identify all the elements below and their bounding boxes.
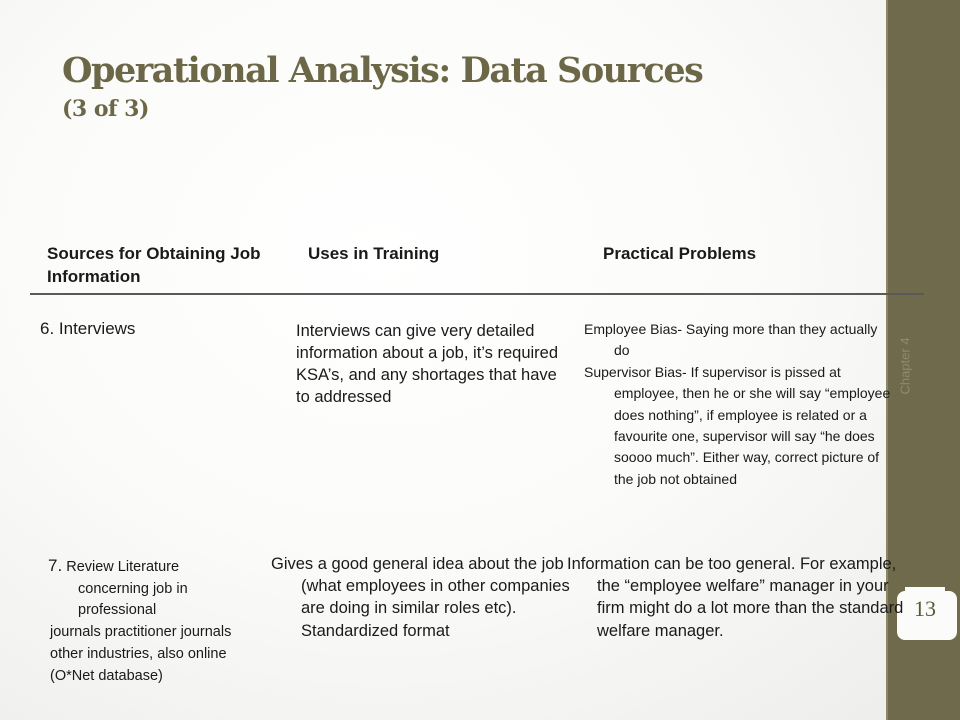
- row-6-problems: [584, 319, 892, 490]
- header-problems: Practical Problems: [603, 244, 757, 263]
- row-7-use: Gives a good general idea about the job (what employees in other companies are doing in similar roles etc). Standardized format: [271, 555, 570, 640]
- header-uses: Uses in Training: [308, 244, 440, 263]
- row-7-number: 7.: [48, 556, 63, 575]
- chapter-label: Chapter 4: [897, 337, 913, 395]
- row-6-source: 6. Interviews: [40, 319, 136, 338]
- row-7-source-lead-text: Review Literature concerning job in professional: [66, 559, 188, 619]
- slide-title: [62, 52, 702, 121]
- title-sub: (3 of 3): [62, 95, 149, 122]
- supervisor-bias-text: Supervisor Bias- If supervisor is pissed at employee, then he or she will say “employee does nothing”, if employee is related or a favourite one, supervisor will say “he does soooo much”. Either way, correct picture of the job not obtained: [584, 363, 891, 487]
- row-7-problems: Information can be too general. For example, the “employee welfare” manager in your firm might do a lot more than the standard welfare manager.: [567, 555, 904, 640]
- row-7-source: [48, 555, 243, 687]
- row-7-source-lead: [48, 555, 243, 622]
- employee-bias-text: Employee Bias- Saying more than they actually do: [584, 321, 878, 359]
- row-6-use: Interviews can give very detailed information about a job, it’s required KSA’s, and any shortages that have to addressed: [296, 322, 559, 406]
- header-sources: Sources for Obtaining Job Information: [47, 244, 261, 286]
- page-number: 13: [914, 596, 936, 621]
- title-main: Operational Analysis: Data Sources: [62, 50, 703, 91]
- header-divider: [30, 293, 924, 295]
- row-7-source-rest: journals practitioner journals other industries, also online (O*Net database): [50, 624, 232, 684]
